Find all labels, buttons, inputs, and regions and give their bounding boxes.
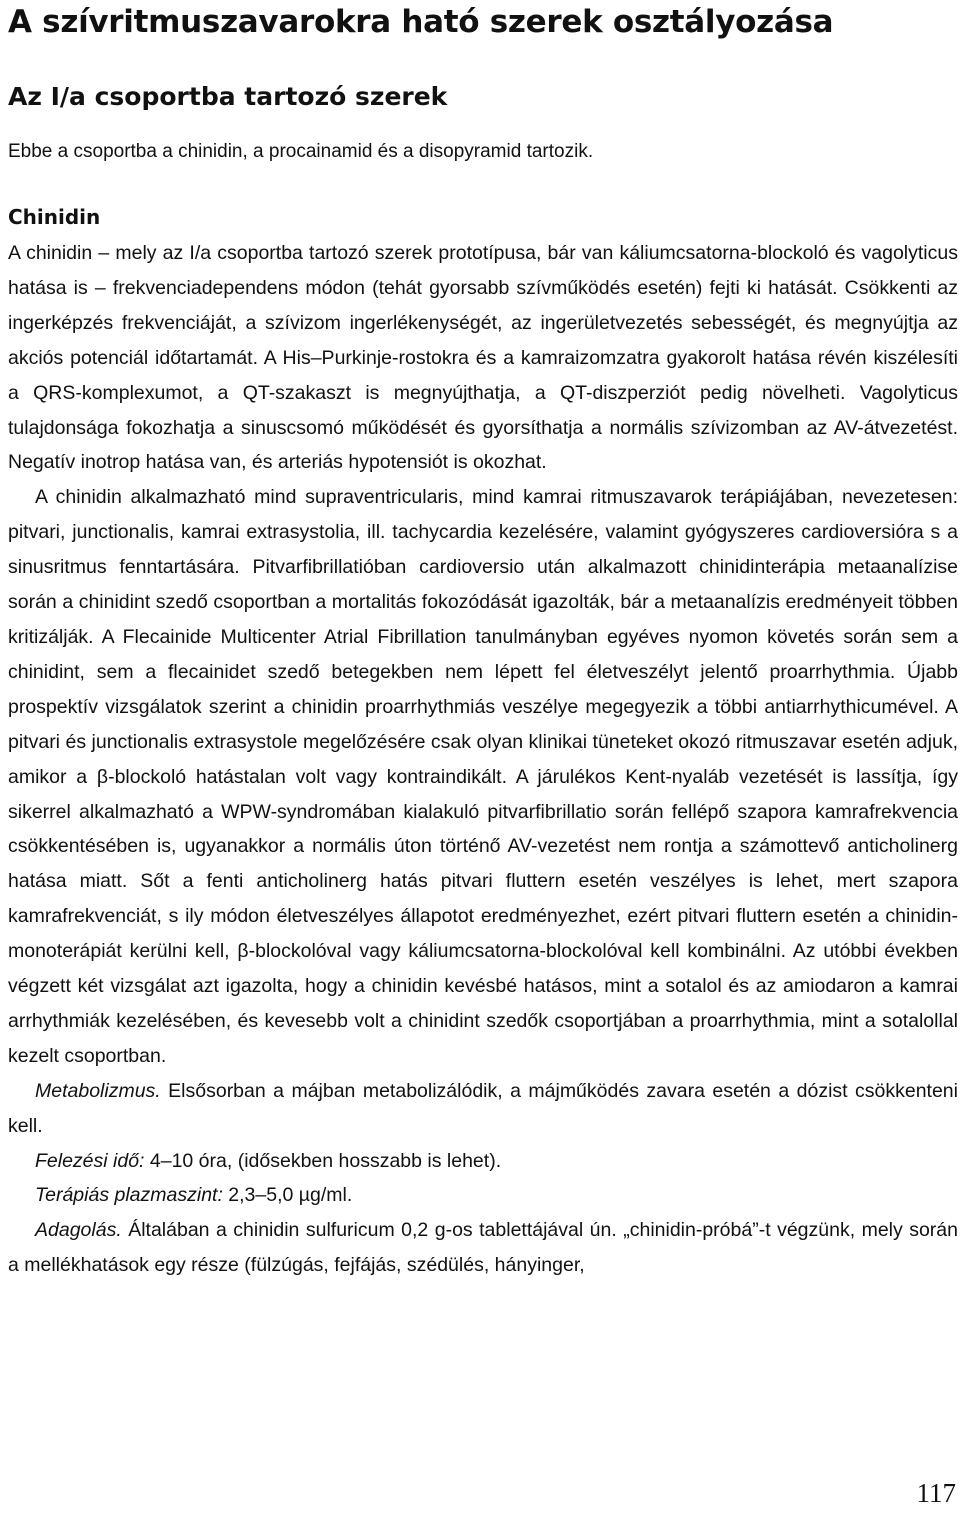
plasma-label: Terápiás plazmaszint: <box>35 1184 223 1207</box>
halflife-text: 4–10 óra, (idősekben hosszabb is lehet). <box>144 1149 502 1172</box>
paragraph-metabolism <box>8 1074 958 1144</box>
paragraph-indications: A chinidin alkalmazható mind supraventricularis, mind kamrai ritmuszavarok terápiájában, nevezetesen: pitvari, junctionalis, kamrai extrasystolia, ill. tachycardia kezelésére, valamint gyógyszeres cardioversióra s a sinusritmus fenntartására. Pitvarfibrillatióban cardioversio után alkalmazott chinidinterápia metaanalízise során a chinidint szedő csoportban a mortalitás fokozódását igazolták, bár a metaanalízis eredményeit többen kritizálják. A Flecainide Multicenter Atrial Fibrillation tanulmányban egyéves nyomon követés során sem a chinidint, sem a flecainidet szedő betegekben nem lépett fel életveszélyt jelentő proarrhythmia. Újabb prospektív vizsgálatok szerint a chinidin proarrhythmiás veszélye megegyezik a többi antiarrhythicumével. A pitvari és junctionalis extrasystole megelőzésére csak olyan klinikai tüneteket okozó ritmuszavar esetén adjuk, amikor a β-blockoló hatástalan volt vagy kontraindikált. A járulékos Kent-nyaláb vezetését is lassítja, így sikerrel alkalmazható a WPW-syndromában kialakuló pitvarfibrillatio során fellépő szapora kamrafrekvencia csökkentésében is, ugyanakkor a normális úton történő AV-vezetést nem rontja a számottevő anticholinerg hatása miatt. Sőt a fenti anticholinerg hatás pitvari fluttern esetén veszélyes is lehet, mert szapora kamrafrekvenciát, s ily módon életveszélyes állapotot eredményezhet, ezért pitvari fluttern esetén a chinidin-monoterápiát kerülni kell, β-blockolóval vagy káliumcsatorna-blockolóval kell kombinálni. Az utóbbi években végzett két vizsgálat azt igazolta, hogy a chinidin kevésbé hatásos, mint a sotalol és az amiodaron a kamrai arrhythmiák kezelésében, és kevesebb volt a chinidint szedők csoportjában a proarrhythmia, mint a sotalollal kezelt csoportban. <box>8 486 958 1067</box>
dosage-text: Általában a chinidin sulfuricum 0,2 g-os tablettájával ún. „chinidin-próbá”-t végzünk, mely során a mellékhatások egy része (fülzúgás, fejfájás, szédülés, hányinger, <box>8 1219 958 1277</box>
document-page <box>8 0 958 1283</box>
page-number: 117 <box>916 1478 956 1508</box>
plasma-text: 2,3–5,0 µg/ml. <box>222 1184 353 1207</box>
paragraph-dosage <box>8 1213 958 1283</box>
paragraph-mechanism: A chinidin – mely az I/a csoportba tartozó szerek prototípusa, bár van káliumcsatorna-blockoló és vagolyticus hatása is – frekvenciadependens módon (tehát gyorsabb szívműködés esetén) fejti ki hatását. Csökkenti az ingerképzés frekvenciáját, a szívizom ingerlékenységét, az ingerületvezetés sebességét, és megnyújtja az akciós potenciál időtartamát. A His–Purkinje-rostokra és a kamraizomzatra gyakorolt hatása révén kiszélesíti a QRS-komplexumot, a QT-szakaszt is megnyújthatja, a QT-diszperziót pedig növelheti. Vagolyticus tulajdonsága fokozhatja a sinuscsomó működését és gyorsíthatja a normális szívizomban az AV-átvezetést. Negatív inotrop hatása van, és arteriás hypotensiót is okozhat. <box>8 242 958 474</box>
paragraph-halflife <box>8 1144 958 1179</box>
intro-paragraph: Ebbe a csoportba a chinidin, a procainamid és a disopyramid tartozik. <box>8 141 594 162</box>
page-title: A szívritmuszavarokra ható szerek osztályozása <box>8 4 834 40</box>
body-text <box>8 236 958 1283</box>
halflife-label: Felezési idő: <box>35 1149 145 1172</box>
paragraph-plasma-level <box>8 1178 958 1213</box>
dosage-label: Adagolás. <box>35 1219 122 1242</box>
metabolism-text: Elsősorban a májban metabolizálódik, a májműködés zavara esetén a dózist csökkenteni kell. <box>8 1079 958 1137</box>
subsection-heading: Chinidin <box>8 205 101 229</box>
section-heading: Az I/a csoportba tartozó szerek <box>8 82 448 111</box>
metabolism-label: Metabolizmus. <box>35 1079 161 1102</box>
